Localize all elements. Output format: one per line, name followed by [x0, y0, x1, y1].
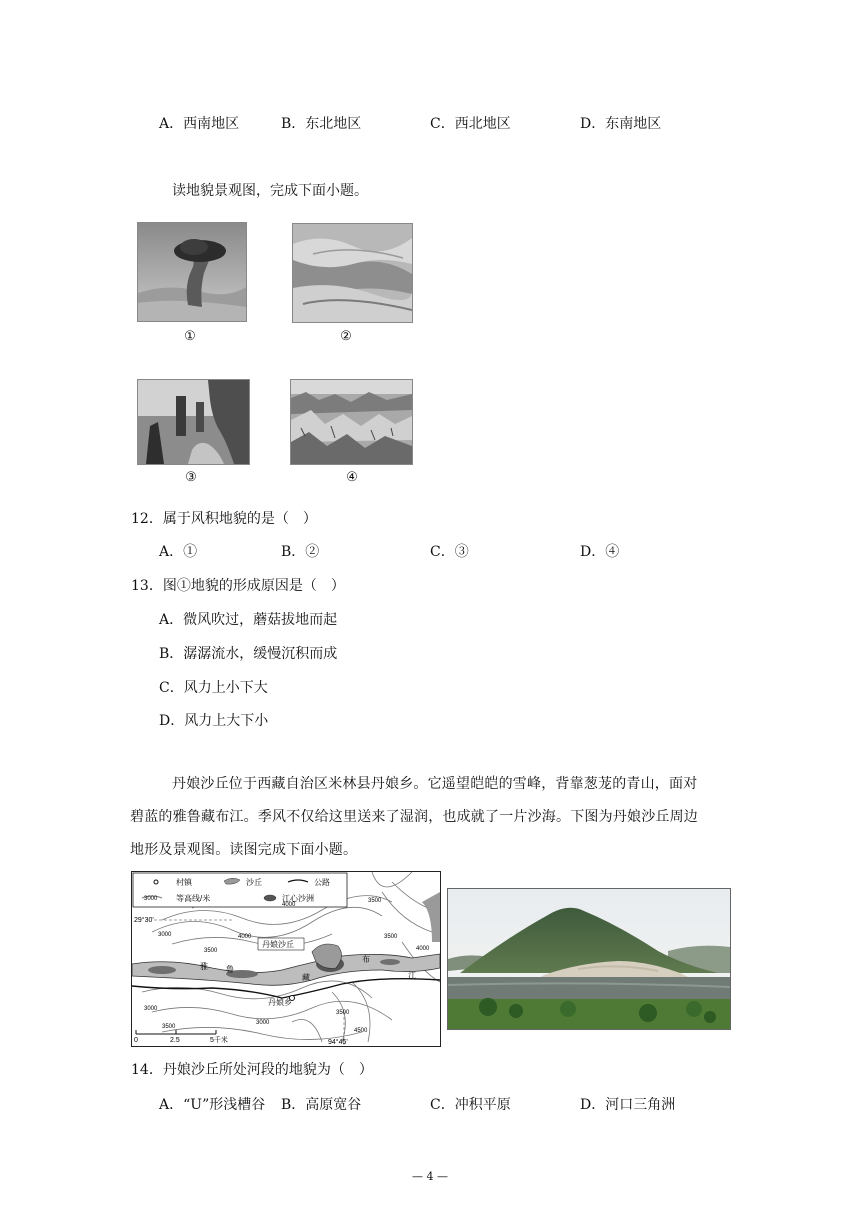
page-number: — 4 —	[412, 1170, 448, 1183]
contour-value: 3000	[144, 1006, 158, 1012]
intro-line-3: 地形及景观图。读图完成下面小题。	[130, 842, 358, 858]
contour-value: 3500	[162, 1024, 176, 1030]
dune-label: 丹娘沙丘	[262, 940, 294, 949]
q14-stem: 14．丹娘沙丘所处河段的地貌为（ ）	[131, 1062, 373, 1078]
q14-option-b: B．高原宽谷	[281, 1097, 362, 1113]
contour-value: 3500	[384, 934, 398, 940]
legend-dune: 沙丘	[246, 878, 262, 887]
topographic-map-drawing	[132, 872, 440, 1046]
scale-label-mid: 2.5	[170, 1037, 180, 1044]
q13-option-c: C．风力上小下大	[159, 680, 268, 696]
photo-eroded-badlands	[290, 379, 413, 465]
intro-landform-photos: 读地貌景观图，完成下面小题。	[172, 183, 368, 199]
caption-figure-2: ②	[340, 329, 352, 344]
contour-value: 4500	[354, 1028, 368, 1034]
contour-value: 3000	[256, 1020, 270, 1026]
caption-figure-3: ③	[185, 470, 197, 485]
caption-figure-4: ④	[346, 470, 358, 485]
legend-village-symbol	[154, 880, 158, 884]
sea-stacks-image	[138, 380, 249, 464]
q13-option-d: D．风力上大下小	[159, 713, 269, 729]
river-char: 雅	[200, 962, 208, 971]
contour-value: 3000	[158, 932, 172, 938]
q13-option-b: B．潺潺流水，缓慢沉积而成	[159, 646, 338, 662]
legend-island: 江心沙洲	[282, 894, 314, 903]
river	[132, 954, 440, 985]
photo-sea-stacks	[137, 379, 250, 465]
eroded-badlands-image	[291, 380, 412, 464]
legend-village: 村镇	[176, 878, 192, 887]
photo-mushroom-rock	[137, 222, 247, 322]
longitude-label: 94°45'	[328, 1039, 348, 1046]
latitude-label: 29°30'	[134, 917, 154, 924]
river-char: 藏	[302, 973, 310, 982]
photo-danniang-landscape	[447, 888, 731, 1030]
contour-value: 4000	[238, 934, 252, 940]
sandbar-island	[148, 966, 176, 974]
caption-figure-1: ①	[184, 329, 196, 344]
topographic-map	[131, 871, 441, 1047]
river-char: 江	[408, 971, 416, 980]
contour-value: 4000	[282, 902, 296, 908]
sand-dunes-image	[293, 224, 412, 322]
river-char: 布	[362, 955, 370, 964]
intro-danniang-dune	[130, 768, 730, 867]
q11-option-b: B．东北地区	[281, 116, 362, 132]
q14-option-a: A．“U”形浅槽谷	[159, 1097, 266, 1113]
town-label: 丹娘乡	[268, 998, 292, 1007]
contour-value: 3500	[336, 1010, 350, 1016]
contour-value: 4000	[416, 946, 430, 952]
q13-stem: 13．图①地貌的形成原因是（ ）	[131, 578, 345, 594]
q14-option-d: D．河口三角洲	[580, 1097, 676, 1113]
contour-value: 3500	[368, 898, 382, 904]
intro-line-1: 丹娘沙丘位于西藏自治区米林县丹娘乡。它遥望皑皑的雪峰，背靠葱茏的青山，面对	[172, 776, 698, 792]
q11-option-a: A．西南地区	[159, 116, 240, 132]
q12-stem: 12．属于风积地貌的是（ ）	[131, 511, 317, 527]
intro-line-2: 碧蓝的雅鲁藏布江。季风不仅给这里送来了湿润，也成就了一片沙海。下图为丹娘沙丘周边	[130, 809, 698, 825]
legend-contour-sample: 3000	[144, 896, 158, 902]
landscape-image	[448, 889, 730, 1029]
q12-option-c: C．③	[430, 544, 469, 560]
q12-option-d: D．④	[580, 544, 620, 560]
photo-sand-dunes	[292, 223, 413, 323]
river-char: 鲁	[226, 965, 234, 974]
q11-option-c: C．西北地区	[430, 116, 511, 132]
q12-option-b: B．②	[281, 544, 320, 560]
mushroom-rock-image	[138, 223, 246, 321]
q12-option-a: A．①	[159, 544, 198, 560]
legend-island-symbol	[264, 895, 276, 901]
dune-area	[422, 892, 440, 942]
q11-option-d: D．东南地区	[580, 116, 662, 132]
q14-option-c: C．冲积平原	[430, 1097, 511, 1113]
q13-option-a: A．微风吹过，蘑菇拔地而起	[159, 612, 338, 628]
legend-road: 公路	[314, 878, 330, 887]
scale-label-0: 0	[134, 1037, 138, 1044]
contour-value: 3500	[204, 948, 218, 954]
scale-label-end: 5千米	[210, 1037, 228, 1044]
sandbar-island	[380, 959, 400, 965]
legend-contour: 等高线/米	[176, 894, 211, 903]
